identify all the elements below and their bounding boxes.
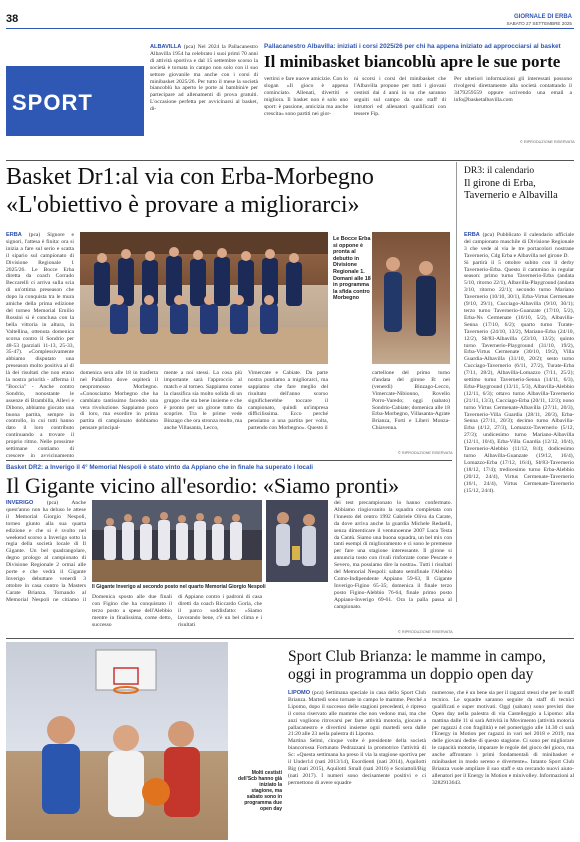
dr1-col1-text: (pca) Signore e signori, l'attesa è finita: ora si inizia a fare sul serio e scatta il sipario sul campionato di Divisione Regionale 1 2025/26. Le Bocce Erba diretta da coach Corrado Beccarelli ci arriva sulla scia di un'ottima preseason che dopo la conquista tra le mura amiche della prima edizione del torneo Memorial Emilio Rossini si è conclusa con la bella vittoria in altura, in Valtellina, ottenuta domenica scorsa contro il Sondrio per 48-53 (parziali 11-13, 25-33, 35-47). «Complessivamente abbiamo disputato una preseason molto positiva al di là dei risultati che non erano la nostra priorità - afferma il "Boccia" - Anche contro Sondrio, nonostante le assenze di Brambilla, Allevi e Dibono, abbiamo giocato una buona partita, sempre in controllo, in cui tutti hanno dato il loro contributo continuando a trovare il proprio ritmo. Nelle prossime settimane contiamo di crescere in avvicinamento [6, 232, 74, 458]
page-number: 38 [6, 13, 19, 25]
minibasket-col2: vertirsi e fare nuove amicizie. Con lo slogan «Il gioco è appena cominciato. Allenati, divertiti e migliora. Il basket non è solo uno sport: è passione, amicizia ma anche crescita» sono partiti nei gior- [264, 76, 348, 117]
issue-date: SABATO 27 SETTEMBRE 2025 [506, 21, 572, 26]
minibasket-col3: ni scorsi i corsi del minibasket che l'Albavilla propone per tutti i giovani cestisti dai 4 anni in su che saranno seguiti sul campo da uno staff di istruttori ed allenatori qualificati con tessere Fip. [354, 76, 446, 117]
rule-1 [6, 160, 574, 161]
rule-3 [6, 638, 574, 639]
brianza-title-line1: Sport Club Brianza: le mamme in campo, [288, 648, 546, 665]
brianza-location: LIPOMO [288, 690, 311, 696]
dr3-head-line1: DR3: il calendario [464, 166, 535, 176]
minibasket-col1 [150, 44, 258, 160]
brianza-kids-illustration [6, 642, 228, 840]
minibasket-location: ALBAVILLA [150, 44, 182, 50]
dr2-photo-caption: Il Gigante Inverigo al secondo posto nel quarto Memorial Giorgio Nespoli [92, 584, 266, 590]
dr1-col4: Vimercate e Cabiate. Da parte nostra puntiamo a migliorarci, ma sappiamo che fare meglio del risultato dell'anno scorso significherebbe toccare il campionato, quindi un'impresa difficilissima. Ecco perché pensiamo a una partita per volta, partendo con Morbegno». Questo il [248, 370, 328, 432]
header-rule [6, 28, 574, 29]
dr1-team-photo [80, 232, 328, 364]
dr1-col5: cartellone del primo turno d'andata del girone B: nei (venerdì) Binzago-Lecco, Vimercate-Nibionno, Rovello Porro-Varedo; oggi (sabato) Sondrio-Cabiate; domenica alle 18 Erba-Morbegno, Villasanta-Agrate Brianza, Forti e Liberi Monza-Chiavenna. [372, 370, 450, 432]
brianza-photo [6, 642, 228, 840]
dr1-col1 [6, 232, 74, 458]
dr2-trophy-illustration [266, 500, 328, 582]
dr1-team-illustration [80, 232, 328, 364]
minibasket-kicker: Pallacanestro Albavilla: iniziati i corsi 2025/26 per chi ha appena iniziato ad approcciarsi al basket [264, 43, 561, 50]
dr2-col2: Domenica sposto alle due finali con Figino che ha conquistato il terzo posto a spese dell'Alebbio mentre in finalissima, come detto, successo [92, 594, 172, 628]
dr3-calendar-text [464, 232, 574, 604]
dr2-location: INVERIGO [6, 500, 34, 506]
section-label: SPORT [12, 90, 93, 115]
rule-2 [6, 460, 452, 461]
dr1-coach-photo [372, 232, 450, 364]
dr3-calendar-body: (pca) Pubblicato il calendario ufficiale del campionato maschile di Divisione Regionale 3 che vede al via le tre portacolori nostrane Tavernerio, Cdg Erba e Albavilla nel girone D. Si partirà il 5 ottobre subito con il derby Tavernerio-Erba. Questo il cammino in regular season: primo turno Tavernerio-Erba (andata 5/10, ritorno 22/1), Albavilla-Playground (andata 3/10, ritorno 22/1); secondo turno Mariano Tavernerio (10/10, 30/1), Erba-Virtus Cermenate (9/10, 29/1), Cucciago-Albavilla (9/10, 30/1); terzo turno Tavernerio-Guanzate (17/10, 5/2), Erba-Ns Cermenate (16/10, 5/2), Albavilla-Senna (17/10, 6/2); quarto turno Turate-Tavernerio (24/10, 13/2), Mariano-Erba (24/10, 12/2), Sb'83-Albavilla (23/10, 13/2); quinto turno Tavernerio-Playground (31/10, 19/2), Erba-Virtus Cermenate (30/10, 19/2), Villa Guardia-Albavilla (31/10, 20/2); sesto turno Cucciago-Tavernerio (6/11, 27/2), Turate-Erba (7/11, 28/2), Albavilla-Lomazzo (7/11, 25/2); settimo turno Tavernerio-Senna (14/11, 6/3), Erba-Playground (13/11, 5/3), Albavilla-Alebbio (12/11, 6/3); ottavo turno Albavilla-Tavernerio (21/11, 13/3), Cucciago-Erba (20/11, 12/3); nono turno Virtus Cermenate-Albavilla (27/11, 20/3), Tavernerio-Villa Guardia (28/11, 20/3), Erba-Senna (27/11, 20/3); decimo turno Albavilla-Erba (4/12, 27/3), Lomazzo-Tavernerio (5/12, 27/3); undicesimo turno Mariano-Albavilla (12/11, 10/4), Erba-Villa Guardia (12/12, 10/4), Tavernerio-Alebbio (11/12, 8/4); dodicesimo turno Albavilla-Guanzate (19/12, 16/4), Lomazzo-Erba (17/12, 16/4), Sb'83-Tavernerio (18/12, 17/4); tredicesimo turno Erba-Alebbio (20/12, 24/4), Virtus Cermenate-Tavernerio (16/1, 24/4), Virtus Cermenate-Tavernerio (15/12, 24/4). [464, 232, 574, 494]
dr2-col3: di Appiano contro i padroni di casa diretti da coach Riccardo Gorla, che il parco soddisfatto: «Siamo lavorando bene, c'è un bel clima e i risultati [178, 594, 262, 628]
dr2-kicker: Basket DR2: a Inverigo il 4° Memorial Nespoli è stato vinto da Appiano che in finale ha superato i locali [6, 464, 314, 471]
dr3-location: ERBA [464, 232, 480, 238]
newspaper-name: GIORNALE DI ERBA [513, 14, 572, 20]
minibasket-credit: © RIPRODUZIONE RISERVATA [520, 140, 575, 144]
brianza-col2: numerose, che è un bene sia per il ragazzi stessi che per lo staff tecnico. Le squadre saranno seguite da staff di tecnici qualificati e super motivati. Oggi (sabato) sono previsti due Open day nella palestra di via Castelleggio a Lipomo: alla mattina dalle 11 si sarà Attività in Movimento (attività motoria per ragazzi 4 con fragilità) e nel pomeriggio alle 14.30 ci sarà l'Energy in Motion per ragazzi in vari nel 2018 e 2019, ma delle giovani dedite di questo stagione. Ci sono per migliorare le capacità motorie, imparare le regole del gioco del gioco, ma anche affrontare i primi fondamentali di minibasket e minibasket in modo sereno e divertente». Intanto Sport Club Brianza vuole ampliare il suo staff e sta cercando nuovi aiuto-allenatori per il Energy in Motion e minivolley. Informazioni al 3282913643. [432, 690, 574, 786]
dr2-title: Il Gigante vicino all'esordio: «Siamo pronti» [6, 473, 400, 498]
dr1-credit: © RIPRODUZIONE RISERVATA [398, 451, 453, 455]
dr2-col1-text: (pca) Anche quest'anno non ha deluso le attese il Memorial Giorgio Nespoli, torneo giunto alla sua quarta edizione e che si è svolto nel weekend scorso a Inverigo sotto la regia della società locale di Il Gigante. Un bel quadrangolare, degno prologo al campionato di Divisione Regionale 2 ormai alle porte e che vedrà il Gigante Inverigo debuttare venerdì 3 ottobre in casa contro la Masters Carate Brianza. Tornando al Memorial Nespoli ne citiamo il [6, 500, 86, 603]
minibasket-col1-text: (pca) Nel 2024 la Pallacanestro Albavilla 1954 ha celebrato i suoi primi 70 anni di attività sportiva e dal 15 settembre scorso la società è tornata in campo non solo con il suo settore giovanile ma anche con i corsi di minibasket 2025/26. Per tutto il mese la società biancoblù ha aperto le porte ai bambini/e per partecipare ad allenamenti di prova gratuiti. L'occasione perfetta per avvicinarsi al basket, di- [150, 44, 258, 113]
dr2-team-illustration [92, 500, 262, 582]
brianza-col1 [288, 690, 426, 840]
dr2-col1 [6, 500, 86, 604]
dr2-team-photo [92, 500, 262, 582]
dr3-head-line2: Il girone di Erba, Tavernerio e Albavilla [464, 178, 558, 201]
dr2-col4: dei test precampionato lo hanno confermato. Abbiamo ringiovanito la squadra completata con l'innesto del centro 1992 Gabriele Oliva da Carate, da dove arriva anche la guardia Michele Redaelli, senza dimenticare il ventunoenne 2007 Luca Testa da Cantù. Siamo una buona squadra, un bel mix con tanti esempi di miglioramento e ci sono le premesse per fare una stagione interessante. Il girone si annuncia tosto con rivali rinforzate come Pescate e Severo, ma possiamo dire la nostra». Tutti i risultati del Memorial Nespoli: sabato semifinale l'Alebbio Como-Indipendente Appiano 59-63, Il Gigante Inverigo-Figino 65-35; domenica il finale terzo posto Figino-Alebbio 76-64, finale primo posto Appiano-Inverigo 69-61. Ora la palla passa al campionato. [334, 500, 452, 610]
dr1-col3: mente a noi stessi. La cosa più importante sarà l'approccio al match e al torneo. Sappiamo come la classifica sia molto solida di un gruppo che sta bene insieme e che è pronto per un girone tutto da scoprire. Tra le prime vede Binzago che ora stronza molto, ma anche Villasanta, Lecco, [164, 370, 242, 432]
dr1-col2: domenica sera alle 18 in trasferta nel Palafibra dove ospiterà il neopromosso Morbegno. «Conosciamo Morbegno che ha cambiato tantissimo facendo una vera rivoluzione. Sappiamo poco di loro, ma esordire in prima partita di campionato dobbiamo pensare principal- [80, 370, 158, 432]
dr1-photo-caption: Le Bocce Erba si oppone è pronta al debutto in Divisione Regionale 1. Domani alle 18 in programma la sfida contro Morbegno [333, 236, 371, 302]
minibasket-title: Il minibasket biancoblù apre le sue porte [264, 52, 561, 71]
dr1-location: ERBA [6, 232, 22, 238]
dr2-trophy-photo [266, 500, 328, 582]
brianza-col1-text: (pca) Settimana speciale in casa dello Sport Club Brianza. Martedì sono tornate in campo le mamme. Perché a Lipomo, dopo il successo delle stagioni precedenti, è ripreso il corso riservato alle mamme che non vedono mai, ma che anzi vogliono ritrovarsi per fare attività motoria, giocare a pallacanestro e divertirsi insieme ogni martedì sera dalle 21:20 alle 23 nella palestra di Lipomo. Martina Selmi, cinque volte è presidente della società biancorossa Fortunato Pedrazzani la promotrice l'attività di Sc: «Questa settimana ha preso il via la stagione sportiva per il Under14 (nati 2013/14), Esordienti (nati 2014), Aquilotti Big (nati 2015), Aquilotti Small (nati 2016) e Scoiattoli/Big (nati 2017). I numeri sono decisamente positivi e ci permettono di avere squadre [288, 690, 426, 786]
dr1-title-line1: Basket Dr1:al via con Erba-Morbegno [6, 164, 374, 190]
brianza-photo-caption: Molti cestisti dell'Scb hanno già iniziato la stagione, ma sabato sono in programma due open day [238, 770, 282, 812]
brianza-title-line2: oggi in programma un doppio open day [288, 666, 534, 683]
dr2-credit: © RIPRODUZIONE RISERVATA [398, 630, 453, 634]
dr1-coach-illustration [372, 232, 450, 364]
dr3-divider [456, 162, 457, 602]
dr1-title-line2: «L'obiettivo è provare a migliorarci» [6, 192, 360, 218]
minibasket-col4: Per ulteriori informazioni gli interessati possono rivolgersi direttamente alla società contattando il 3479259559 oppure scrivendo una email a info@basketalbavilla.com [454, 76, 572, 103]
